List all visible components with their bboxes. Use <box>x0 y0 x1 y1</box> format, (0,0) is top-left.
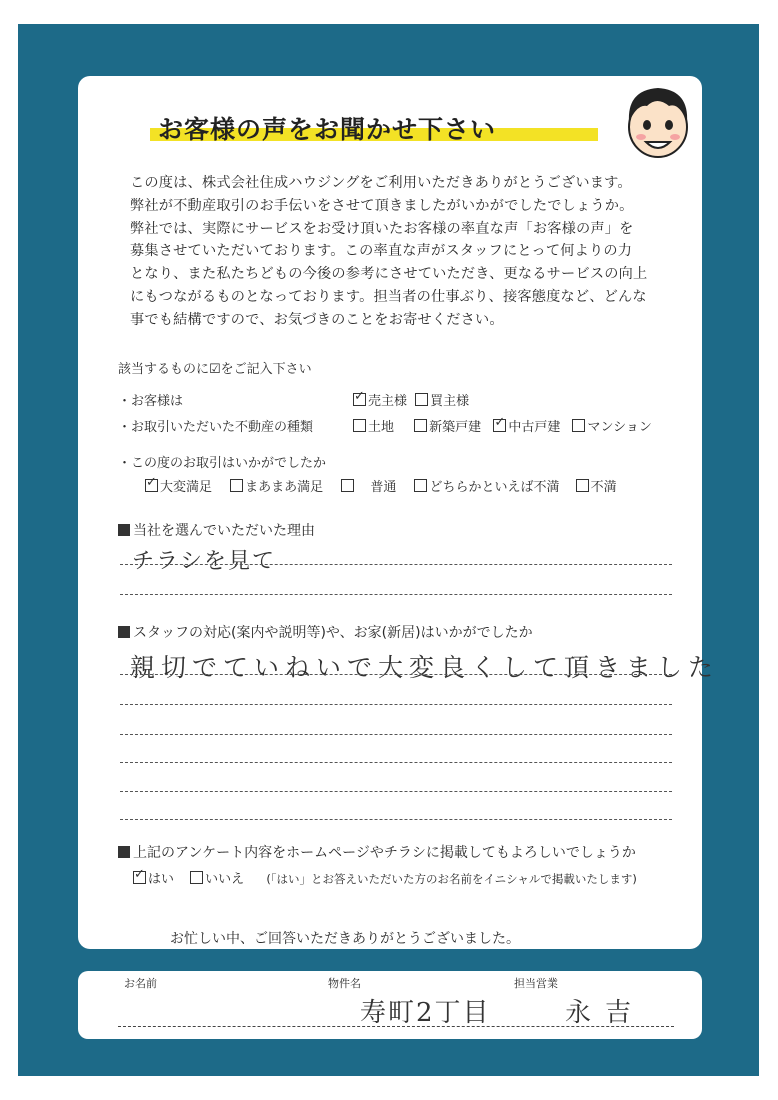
answer-line <box>120 704 672 705</box>
property-label: ・お取引いただいた不動産の種類 <box>118 420 314 435</box>
option-mansion: マンション <box>587 420 652 435</box>
option-somewhat-satisfied: まあまあ満足 <box>245 480 324 495</box>
intro-line: となり、また私たちどもの今後の参考にさせていただき、更なるサービスの向上 <box>130 266 648 283</box>
answer-line <box>120 762 672 763</box>
option-seller: 売主様 <box>368 394 408 409</box>
customer-options <box>353 390 469 409</box>
option-no: いいえ <box>205 872 245 887</box>
checkbox-somewhat-dissatisfied[interactable] <box>414 479 427 492</box>
staff-face-illustration <box>617 82 699 160</box>
footer-line <box>118 1026 674 1027</box>
option-new-house: 新築戸建 <box>429 420 482 435</box>
option-yes: はい <box>148 872 175 887</box>
checkbox-no[interactable] <box>190 871 203 884</box>
intro-line: 募集させていただいております。この率直な声がスタッフにとって何よりの力 <box>130 243 633 260</box>
option-land: 土地 <box>368 420 395 435</box>
checkbox-new-house[interactable] <box>414 419 427 432</box>
q2-label: スタッフの対応(案内や説明等)や、お家(新居)はいかがでしたか <box>133 625 533 641</box>
q1-label: 当社を選んでいただいた理由 <box>133 523 315 539</box>
checkbox-seller[interactable] <box>353 393 366 406</box>
option-somewhat-dissatisfied: どちらかといえば不満 <box>429 480 560 495</box>
intro-line: にもつながるものとなっております。担当者の仕事ぶり、接客態度など、どんな <box>130 288 647 305</box>
option-buyer: 買主様 <box>430 394 470 409</box>
answer-line <box>120 819 672 820</box>
satisfaction-label: ・この度のお取引はいかがでしたか <box>118 456 327 471</box>
name-label: お名前 <box>124 977 157 990</box>
answer-line <box>120 564 672 565</box>
property-name-value: 寿町2丁目 <box>360 998 491 1028</box>
intro-line: この度は、株式会社住成ハウジングをご利用いただきありがとうございます。 <box>130 175 632 191</box>
checkbox-buyer[interactable] <box>415 393 428 406</box>
checkbox-yes[interactable] <box>133 871 146 884</box>
answer-line <box>120 674 672 675</box>
check-instruction: 該当するものに☑をご記入下さい <box>118 362 312 377</box>
property-name-label: 物件名 <box>328 977 361 990</box>
checkbox-land[interactable] <box>353 419 366 432</box>
checkbox-dissatisfied[interactable] <box>576 479 589 492</box>
q2-heading <box>118 622 533 642</box>
q3-label: 上記のアンケート内容をホームページやチラシに掲載してもよろしいでしょうか <box>133 845 636 861</box>
q1-heading <box>118 520 315 540</box>
answer-line <box>120 594 672 595</box>
q1-answer: チラシを見て <box>132 549 277 574</box>
checkbox-somewhat-satisfied[interactable] <box>230 479 243 492</box>
checkbox-mansion[interactable] <box>572 419 585 432</box>
intro-line: 弊社が不動産取引のお手伝いをさせて頂きましたがいかがでしたでしょうか。 <box>130 197 634 214</box>
page-title: お客様の声をお聞かせ下さい <box>158 115 497 144</box>
checkbox-very-satisfied[interactable] <box>145 479 158 492</box>
q3-heading <box>118 842 636 862</box>
customer-label: ・お客様は <box>118 394 184 409</box>
publish-note: (「はい」とお答えいただいた方のお名前をイニシャルで掲載いたします) <box>266 872 637 886</box>
checkbox-used-house[interactable] <box>493 419 506 432</box>
satisfaction-options <box>145 476 617 495</box>
intro-text <box>130 172 690 332</box>
thanks-message: お忙しい中、ご回答いただきありがとうございました。 <box>170 931 520 947</box>
answer-line <box>120 791 672 792</box>
property-options <box>353 416 652 435</box>
intro-line: 弊社では、実際にサービスをお受け頂いたお客様の率直な声「お客様の声」を <box>130 220 634 237</box>
q3-options <box>133 868 637 887</box>
checkbox-normal[interactable] <box>341 479 354 492</box>
option-very-satisfied: 大変満足 <box>160 480 213 495</box>
option-normal: 普通 <box>370 480 397 495</box>
staff-name-value: 永吉 <box>565 998 646 1028</box>
option-used-house: 中古戸建 <box>508 420 561 435</box>
staff-label: 担当営業 <box>514 977 558 990</box>
q2-answer: 親切でていねいで大変良くして頂きました <box>130 653 720 682</box>
intro-line: 事でも結構ですので、お気づきのことをお寄せください。 <box>130 311 504 328</box>
answer-line <box>120 734 672 735</box>
option-dissatisfied: 不満 <box>590 480 617 495</box>
